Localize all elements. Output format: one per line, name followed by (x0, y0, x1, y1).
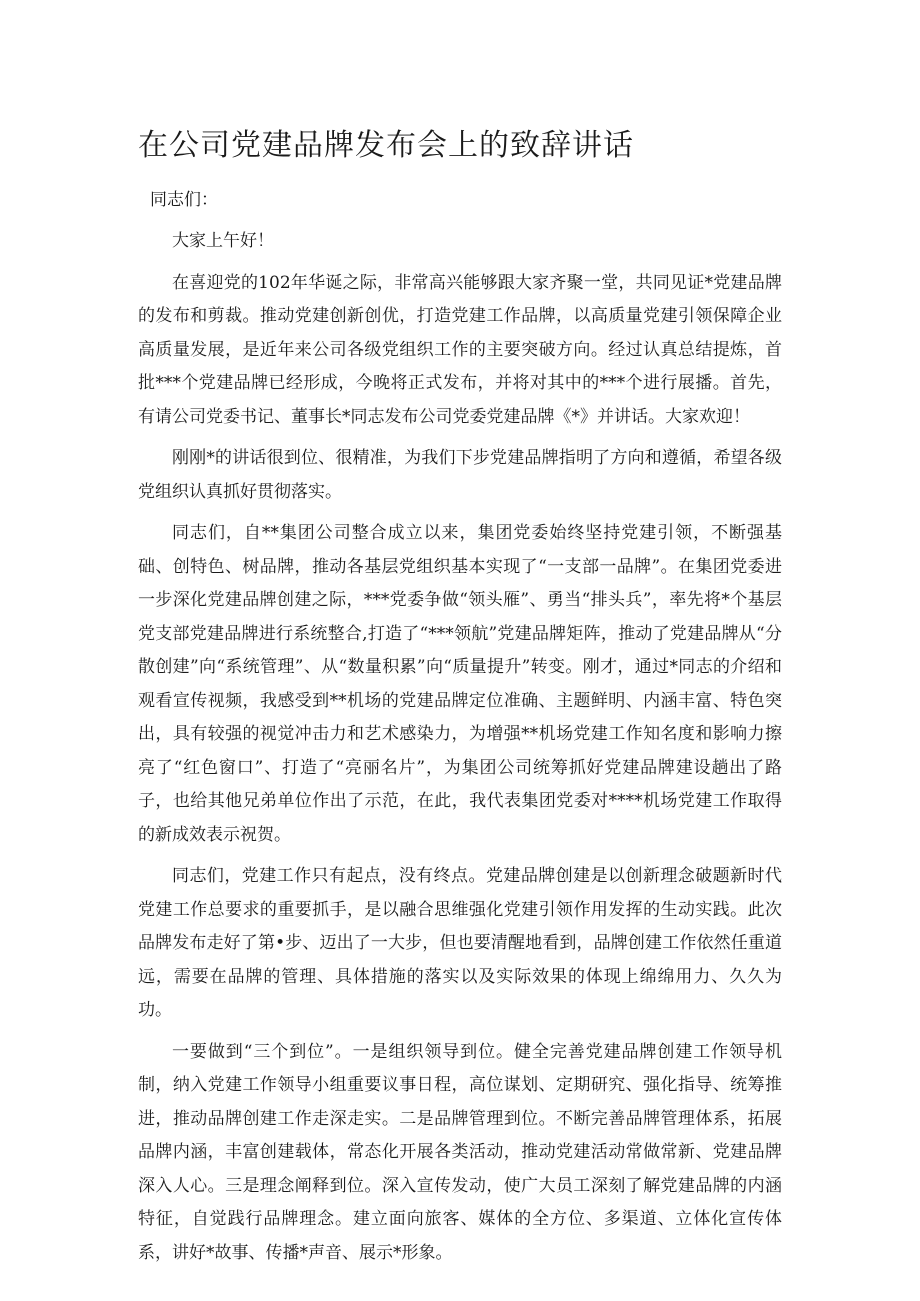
paragraph-response: 刚刚*的讲话很到位、很精准，为我们下步党建品牌指明了方向和遵循，希望各级党组织认真抓好贯彻落实。 (138, 448, 782, 502)
paragraph-group-achievements: 同志们，自**集团公司整合成立以来，集团党委始终坚持党建引领，不断强基础、创特色、树品牌，推动各基层党组织基本实现了“一支部一品牌”。在集团党委进一步深化党建品牌创建之际，***党委争做“领头雁”、勇当“排头兵”，率先将*个基层党支部党建品牌进行系统整合,打造了“***领航”党建品牌矩阵，推动了党建品牌从“分散创建”向“系统管理”、从“数量积累”向“质量提升”转变。刚才，通过*同志的介绍和观看宣传视频，我感受到**机场的党建品牌定位准确、主题鲜明、内涵丰富、特色突出，具有较强的视觉冲击力和艺术感染力，为增强**机场党建工作知名度和影响力擦亮了“红色窗口”、打造了“亮丽名片”，为集团公司统筹抓好党建品牌建设趟出了路子，也给其他兄弟单位作出了示范，在此，我代表集团党委对****机场党建工作取得的新成效表示祝贺。 (138, 523, 782, 845)
document-title: 在公司党建品牌发布会上的致辞讲话 (138, 128, 634, 163)
paragraph-outlook: 同志们，党建工作只有起点，没有终点。党建品牌创建是以创新理念破题新时代党建工作总要求的重要抓手，是以融合思维强化党建引领作用发挥的生动实践。此次品牌发布走好了第•步、迈出了一大步，但也要清醒地看到，品牌创建工作依然任重道远，需要在品牌的管理、具体措施的落实以及实际效果的体现上绵绵用力、久久为功。 (138, 866, 782, 1020)
paragraph-greeting: 大家上午好！ (172, 231, 274, 251)
salutation: 同志们： (150, 190, 218, 210)
paragraph-three-in-place: 一要做到“三个到位”。一是组织领导到位。健全完善党建品牌创建工作领导机制，纳入党建工作领导小组重要议事日程，高位谋划、定期研究、强化指导、统筹推进，推动品牌创建工作走深走实。二是品牌管理到位。不断完善品牌管理体系，拓展品牌内涵，丰富创建载体，常态化开展各类活动，推动党建活动常做常新、党建品牌深入人心。三是理念阐释到位。深入宣传发动，使广大员工深刻了解党建品牌的内涵特征，自觉践行品牌理念。建立面向旅客、媒体的全方位、多渠道、立体化宣传体系，讲好*故事、传播*声音、展示*形象。 (138, 1041, 782, 1263)
paragraph-opening: 在喜迎党的102年华诞之际，非常高兴能够跟大家齐聚一堂，共同见证*党建品牌的发布和剪裁。推动党建创新创优，打造党建工作品牌，以高质量党建引领保障企业高质量发展，是近年来公司各级党组织工作的主要突破方向。经过认真总结提炼，首批***个党建品牌已经形成，今晚将正式发布，并将对其中的***个进行展播。首先，有请公司党委书记、董事长*同志发布公司党委党建品牌《*》并讲话。大家欢迎！ (138, 272, 782, 427)
document-body (138, 184, 782, 1278)
